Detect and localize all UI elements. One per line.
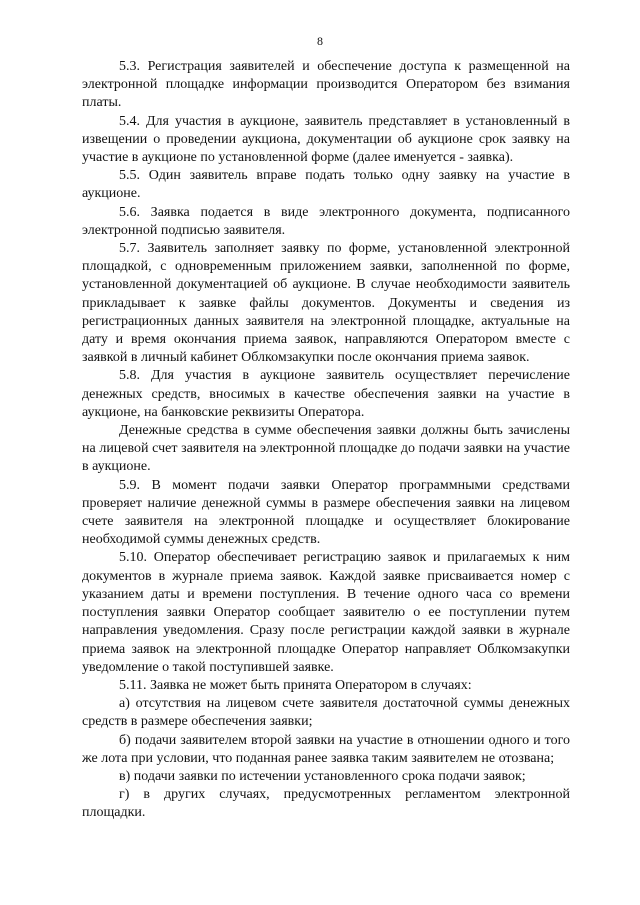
list-item-b: б) подачи заявителем второй заявки на участие в отношении одного и того же лота при условии, что поданная ранее заявка таким заявителем не отозвана; [82, 732, 570, 766]
paragraph-5-10: 5.10. Оператор обеспечивает регистрацию заявок и прилагаемых к ним документов в журнале приема заявок. Каждой заявке присваивается номер с указанием даты и времени поступления. В течение одного часа со времени поступления заявки Оператор сообщает заявителю о ее поступлении путем направления уведомления. Сразу после регистрации каждой заявки в журнале приема заявок на электронной площадке Оператор направляет Облкомзакупки уведомление о такой поступившей заявке. [82, 550, 570, 675]
paragraph-5-5: 5.5. Один заявитель вправе подать только одну заявку на участие в аукционе. [82, 168, 570, 202]
list-item-a: а) отсутствия на лицевом счете заявителя достаточной суммы денежных средств в размере обеспечения заявки; [82, 696, 570, 730]
page-number: 8 [317, 34, 323, 48]
paragraph-5-9: 5.9. В момент подачи заявки Оператор программными средствами проверяет наличие денежной суммы в размере обеспечения заявки на лицевом счете заявителя на электронной площадке и осуществляет блокирование необходимой суммы денежных средств. [82, 477, 570, 548]
paragraph-5-4: 5.4. Для участия в аукционе, заявитель представляет в установленный в извещении о проведении аукциона, документации об аукционе срок заявку на участие в аукционе по установленной форме (далее именуется - заявка). [82, 113, 570, 166]
document-body [82, 58, 570, 823]
paragraph-5-6: 5.6. Заявка подается в виде электронного документа, подписанного электронной подписью заявителя. [82, 204, 570, 238]
list-item-v: в) подачи заявки по истечении установленного срока подачи заявок; [119, 768, 526, 784]
paragraph-5-11: 5.11. Заявка не может быть принята Оператором в случаях: [119, 677, 472, 693]
paragraph-5-7: 5.7. Заявитель заполняет заявку по форме, установленной электронной площадкой, с одновременным приложением заявки, заполненной по форме, установленной документацией об аукционе. В случае необходимости заявитель прикладывает к заявке файлы документов. Документы и сведения из регистрационных данных заявителя на электронной площадке, актуальные на дату и время окончания приема заявок, направляются Оператором вместе с заявкой в личный кабинет Облкомзакупки после окончания приема заявок. [82, 241, 570, 366]
paragraph-5-8: 5.8. Для участия в аукционе заявитель осуществляет перечисление денежных средств, вносимых в качестве обеспечения заявки на участие в аукционе, на банковские реквизиты Оператора. [82, 368, 570, 420]
paragraph-5-8-deposit: Денежные средства в сумме обеспечения заявки должны быть зачислены на лицевой счет заявителя на электронной площадке до подачи заявки на участие в аукционе. [82, 423, 570, 475]
list-item-g: г) в других случаях, предусмотренных регламентом электронной площадки. [82, 787, 570, 821]
paragraph-5-3: 5.3. Регистрация заявителей и обеспечение доступа к размещенной на электронной площадке информации производится Оператором без взимания платы. [82, 59, 570, 111]
